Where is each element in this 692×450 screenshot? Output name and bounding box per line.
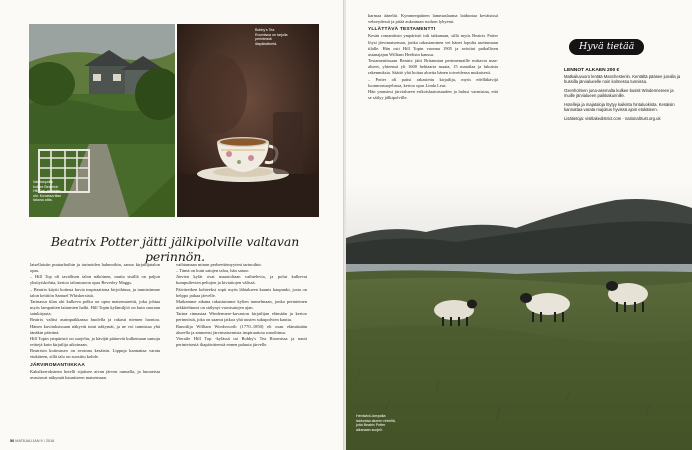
info-text — [564, 68, 682, 121]
paragraph: Matkamme aikana rakastuimme kylien tunnelmaan, jonka perinteinen arkkitehtuuri on säilynyt vuosisatojen ajan. — [176, 298, 307, 311]
paragraph: Järvien kylät ovat maastoltaan vaihtelevia, ja polut kulkevat kumpuilevien peltojen ja kiviaitojen välissä. — [176, 274, 307, 286]
teacup-caption: Bobby's Tea Roomissa on tarjolla perinteistä iltapäiväteetä. — [255, 28, 288, 46]
section-heading: YLLÄTTÄVÄ TESTAMENTTI — [368, 27, 436, 33]
paragraph: – Beatrix käytti kotinsa kuvia inspiraationa kirjoihinsa, ja tunnistimme talon keittiön Samuel Whiskersistä. — [30, 286, 160, 298]
sheep-caption: Herdwick-lampaita laiduntaa alueen rinteillä, joita Beatrix Potter aikanaan suojeli. — [356, 414, 396, 432]
paragraph: Tarinassa tilan ohi kulkeva polku on upea maisemareitti, joka johtaa myös lampaitten laitumien halki. Hill Topin kylämiljöö on kuin suoraan satukirjasta. — [30, 298, 160, 317]
cottage-caption: Vaeltuspolku kulkee Beatrixin Hill Top -maatilan ohi. Kuvassa tilan takana aitta. — [33, 180, 62, 203]
page-number: 50 — [10, 439, 15, 443]
info-sidebar — [564, 36, 682, 124]
left-column-1 — [30, 262, 160, 381]
left-column-2 — [176, 262, 307, 348]
info-paragraph: Hotelleja ja majataloja löytyy kaikista hintaluokista. Kesäisin kannattaa varata majoitus hyvissä ajoin etukäteen. — [564, 101, 675, 112]
paragraph: Vieraile Hill Top -kylässä tai Bobby's Tea Roomissa ja nauti perinteisestä iltapäiväteestä ennen paluuta järvelle. — [176, 335, 307, 348]
teacup-photo — [177, 24, 319, 217]
paragraph: Runoilija William Wordsworth (1770–1850) eli osan elämästään alueella ja ammensi järvimaisemista inspiraatiota runoihinsa. — [176, 323, 307, 335]
paragraph: Beatrix valitsi asuinpaikkansa huolella ja rakasti niemen luontoa. Hänen kuvituksissaan näkyvät tutut näkymät, ja ne voi tunnistaa yhä tänäkin päivänä. — [30, 317, 160, 335]
info-badge: Hyvä tietää — [569, 39, 644, 55]
left-page — [0, 0, 344, 450]
folio — [10, 439, 54, 443]
paragraph: Kaksikerroksinen hotelli sijaitsee aivan järven rannalla, ja huoneista avautuvat näkymät kauniiseen maisemaan. — [30, 368, 160, 380]
info-heading: LENNOT ALKAEN 200 € — [564, 68, 620, 73]
paragraph: Tarina rinnastaa Windermere-kuvaston kirjailijan elämään ja kertoo perinnöstä, joka on saanut jatkoa yhä uusien sukupolvien kautta. — [176, 311, 307, 323]
sheep-landscape-illustration — [346, 180, 692, 450]
paragraph: – Potter oli paitsi rakastettu kirjailija, myös edelläkävijä luonnonsuojelussa, kertoo opas Linda Lear. — [368, 76, 498, 88]
paragraph: Kesän romanttisin ympäristö tuli taikanaan, sillä myös Beatrix Potter löysi järvimaiseman, jonka rakastaminen vei hänet lopulta asettumaan tilalle. Hän osti Hill Topin vuonna 1905 ja avioitui paikallisen asianajajan William Heelisin kanssa. — [368, 33, 498, 57]
info-paragraph: Oxenholmen juna-asemalta kulkee bussit Windermereen ja muille järvialueen paikkakunnille. — [564, 87, 674, 98]
paragraph: – Hill Top oli tavallisen talon näköinen, mutta sisällä on paljon yksityiskohtia, kertoo talomuseon opas Beverley Maggs. — [30, 274, 160, 286]
section-heading: JÄRVIROMANTIIKKAA — [30, 362, 86, 368]
paragraph: Hän ymmärsi järvialueen erikoislaatuisuuden ja halusi varmistaa, että se säilyy jälkipolville. — [368, 88, 498, 101]
magazine-issue: MATKAILIJAN 9 / 2016 — [15, 439, 55, 443]
paragraph: vaihtamaan minun perheettömyyteni tarinoihin. — [176, 262, 262, 267]
paragraph: Beatrixin kotimuseo on avoinna kesäisin. Lippuja kannattaa varata etukäteen, sillä talo on suosittu kohde. — [30, 348, 160, 360]
info-paragraph: Matkailuvuoro lentää Manchesteriin. Kentältä pääsee junalla ja bussilla järvialueelle noin kolmessa tunnissa. — [564, 73, 681, 84]
pull-quote: Beatrix Potter jätti jälkipolville valtavan perinnön. — [50, 234, 300, 264]
right-column — [368, 13, 498, 101]
teacup-illustration — [177, 24, 319, 217]
paragraph: karmaa ääneltä. Kymmenpäinen lammaslauma laiduntaa keväisissä vehreydessä ja pitää aukeaman ruohon lyhyenä. — [368, 13, 498, 25]
paragraph: laisellaisiin puutarhoihin ja tarinoiden hahmoihin, sanoo kirjailijatalon opas. — [30, 262, 160, 274]
info-paragraph: Lisätietoja: visitlakedistrict.com · nationaltrust.org.uk — [564, 115, 661, 121]
right-page — [346, 0, 692, 450]
paragraph: Testamentissaan Beatrix jätti Britannian perinnemaille mittavat maa-alueet, yhteensä yli 1600 hehtaaria maata, 15 maatilaa ja lukuisia rakennuksia. Säätiö yhä hoitaa alueita hänen toiveidensa mukaisesti. — [368, 58, 498, 76]
paragraph: – Tämä on kuin satujen taloa, hän sanoo. — [176, 268, 250, 274]
sheep-photo — [346, 180, 692, 450]
cottage-photo — [29, 24, 175, 217]
paragraph: Päiväretken kohteeksi sopii myös lähialueen kaunis kaupunki, josta on helppo jatkaa järvelle. — [176, 286, 307, 298]
paragraph: Hill Topin ympäristö on suojeltu, ja kävijät pääsevät kulkemaan samoja reittejä kuin kirjailija aikoinaan. — [30, 335, 160, 348]
